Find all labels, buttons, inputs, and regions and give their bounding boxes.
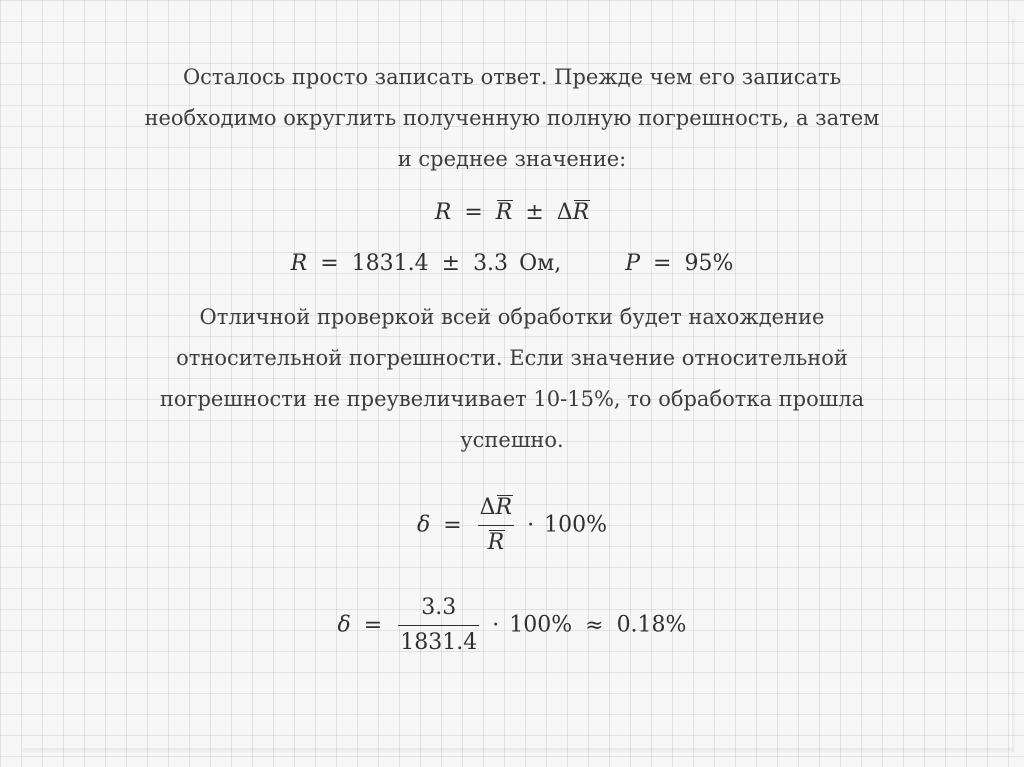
formula3-denominator [486,529,507,557]
formula2-p-symbol: P [625,251,641,276]
formula4-equals: = [363,612,383,638]
formula3-num-delta: Δ [479,495,496,520]
formula3-factor: 100% [544,512,608,538]
formula3-lhs: δ [416,512,431,538]
formula2-p-equals: = [653,251,672,276]
formula1-delta: Δ [556,200,573,225]
slide-bottom-shadow [22,748,1014,754]
check-line-2: относительной погрешности. Если значение относительной [176,346,848,370]
formula1-lhs: R [434,200,452,225]
formula1-equals: = [464,200,483,225]
check-line-1: Отличной проверкой всей обработки будет нахождение [199,305,825,329]
formula3-dot: · [527,512,535,538]
intro-line-3: и среднее значение: [397,147,627,171]
formula4-result: 0.18% [616,612,687,638]
check-paragraph [60,297,964,461]
intro-line-2: необходимо округлить полученную полную погрешность, а затем [144,106,880,130]
intro-paragraph [60,57,964,180]
check-line-4: успешно. [460,428,564,452]
formula2-equals: = [320,251,339,276]
formula-result-values [0,251,1024,276]
formula4-fraction [398,594,479,657]
formula4-numerator: 3.3 [421,595,457,620]
formula2-value: 1831.4 [351,251,429,276]
formula4-dot: · [492,612,500,638]
formula3-fraction-bar [478,525,514,526]
intro-line-1: Осталось просто записать ответ. Прежде чем его записать [182,65,842,89]
formula3-numerator [478,494,514,522]
formula4-lhs: δ [337,612,351,638]
formula4-denominator: 1831.4 [400,630,478,655]
formula3-fraction [478,494,514,557]
formula2-p-value: 95% [684,251,734,276]
formula2-error: 3.3 [473,251,509,276]
formula3-equals: = [443,512,462,538]
formula1-plus-minus: ± [525,200,544,225]
formula4-fraction-bar [398,625,479,626]
formula2-unit: Ом, [519,251,562,276]
formula3-num-mean-r: R [495,495,513,520]
formula4-approx: ≈ [585,612,604,638]
formula-relative-error-value [0,594,1024,657]
formula2-lhs: R [290,251,308,276]
formula1-delta-mean-r: R [572,200,590,225]
formula-relative-error [0,494,1024,557]
formula3-den-mean-r: R [487,530,505,555]
formula-result-general [0,199,1024,225]
formula2-plus-minus: ± [441,251,461,276]
formula4-factor: 100% [509,612,573,638]
formula1-mean-r: R [495,200,513,225]
check-line-3: погрешности не преувеличивает 10-15%, то обработка прошла [159,387,865,411]
